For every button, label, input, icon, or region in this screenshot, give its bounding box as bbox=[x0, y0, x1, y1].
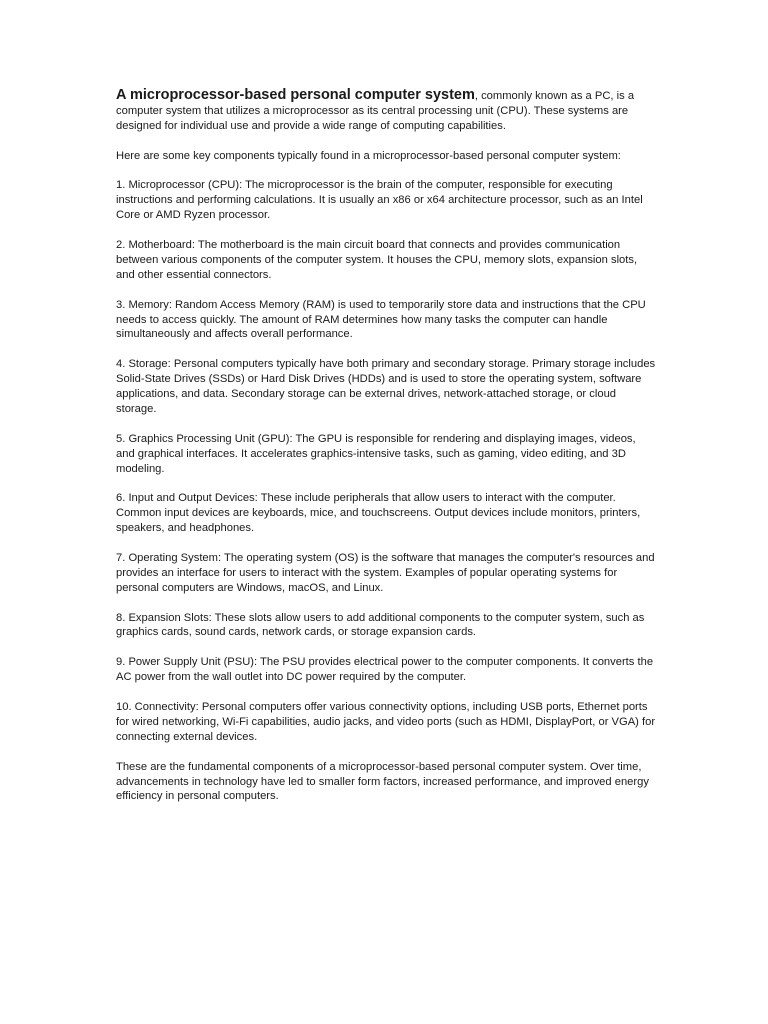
component-item-psu: 9. Power Supply Unit (PSU): The PSU provides electrical power to the computer components. It converts the AC power from the wall outlet into DC power required by the computer. bbox=[116, 656, 654, 684]
lead-paragraph: Here are some key components typically found in a microprocessor-based personal computer system: bbox=[116, 149, 621, 162]
document-title: A microprocessor-based personal computer system bbox=[116, 87, 475, 103]
component-item-gpu: 5. Graphics Processing Unit (GPU): The GPU is responsible for rendering and displaying images, videos, and graphical interfaces. It accelerates graphics-intensive tasks, such as gaming, video editing, and 3D modeling. bbox=[116, 432, 636, 475]
component-item-operating-system: 7. Operating System: The operating system (OS) is the software that manages the computer's resources and provides an interface for users to interact with the system. Examples of popular operating systems for personal computers are Windows, macOS, and Linux. bbox=[116, 551, 655, 594]
component-item-cpu: 1. Microprocessor (CPU): The microprocessor is the brain of the computer, responsible for executing instructions and performing calculations. It is usually an x86 or x64 architecture processor, such as an Intel Core or AMD Ryzen processor. bbox=[116, 179, 643, 222]
component-item-motherboard: 2. Motherboard: The motherboard is the main circuit board that connects and provides communication between various components of the computer system. It houses the CPU, memory slots, expansion slots, and other essential connectors. bbox=[116, 239, 638, 281]
component-item-io-devices: 6. Input and Output Devices: These include peripherals that allow users to interact with the computer. Common input devices are keyboards, mice, and touchscreens. Output devices include monitors, printers, speakers, and headphones. bbox=[116, 492, 641, 535]
conclusion-paragraph: These are the fundamental components of a microprocessor-based personal computer system. Over time, advancements in technology have led to smaller form factors, increased performance, and improved energy efficiency in personal computers. bbox=[116, 760, 649, 803]
intro-text: , commonly known as a PC, is a computer system that utilizes a microprocessor as its central processing unit (CPU). These systems are designed for individual use and provide a wide range of computing capabilities. bbox=[116, 90, 635, 132]
component-item-storage: 4. Storage: Personal computers typically have both primary and secondary storage. Primary storage includes Solid-State Drives (SSDs) or Hard Disk Drives (HDDs) and is used to store the operating system, software applications, and data. Secondary storage can be external drives, network-attached storage, or cloud storage. bbox=[116, 358, 656, 415]
component-item-expansion-slots: 8. Expansion Slots: These slots allow users to add additional components to the computer system, such as graphics cards, sound cards, network cards, or storage expansion cards. bbox=[116, 611, 645, 639]
intro-paragraph bbox=[116, 88, 656, 134]
component-item-connectivity: 10. Connectivity: Personal computers offer various connectivity options, including USB ports, Ethernet ports for wired networking, Wi-Fi capabilities, audio jacks, and video ports (such as HDMI, DisplayPort, or VGA) for connecting external devices. bbox=[116, 700, 656, 743]
document-page bbox=[116, 88, 656, 819]
component-item-memory: 3. Memory: Random Access Memory (RAM) is used to temporarily store data and instructions that the CPU needs to access quickly. The amount of RAM determines how many tasks the computer can handle simultaneously and affects overall performance. bbox=[116, 298, 646, 341]
